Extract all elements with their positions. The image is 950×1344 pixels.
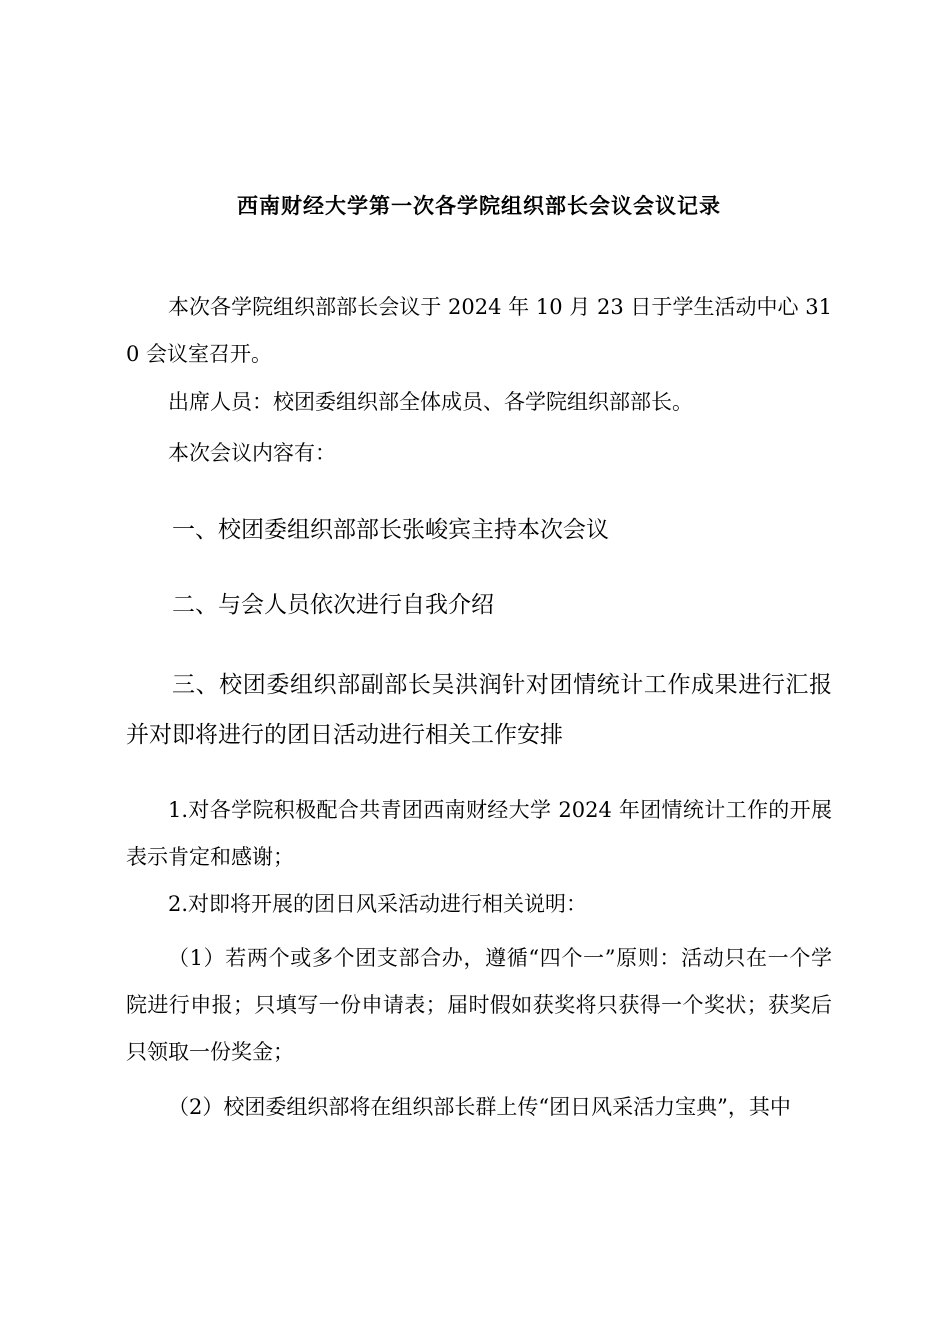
point-2-paragraph: 2.对即将开展的团日风采活动进行相关说明： [168, 892, 588, 916]
document-title: 西南财经大学第一次各学院组织部长会议会议记录 [237, 193, 721, 218]
sub-point-2-paragraph: （2）校团委组织部将在组织部长群上传“团日风采活力宝典”，其中 [168, 1095, 791, 1119]
agenda-item-1: 一、校团委组织部部长张峻宾主持本次会议 [172, 517, 609, 543]
attendees-paragraph: 出席人员：校团委组织部全体成员、各学院组织部部长。 [168, 390, 693, 414]
agenda-item-2: 二、与会人员依次进行自我介绍 [172, 592, 494, 618]
intro-paragraph: 本次各学院组织部部长会议于 2024 年 10 月 23 日于学生活动中心 310 会议室召开。 [126, 295, 832, 366]
content-lead-paragraph: 本次会议内容有： [168, 441, 336, 465]
agenda-item-3: 三、校团委组织部副部长吴洪润针对团情统计工作成果进行汇报并对即将进行的团日活动进行相关工作安排 [126, 672, 832, 748]
sub-point-1-paragraph: （1）若两个或多个团支部合办，遵循“四个一”原则：活动只在一个学院进行申报；只填写一份申请表；届时假如获奖将只获得一个奖状；获奖后只领取一份奖金； [126, 946, 832, 1064]
point-1-paragraph: 1.对各学院积极配合共青团西南财经大学 2024 年团情统计工作的开展表示肯定和感谢； [126, 798, 832, 869]
